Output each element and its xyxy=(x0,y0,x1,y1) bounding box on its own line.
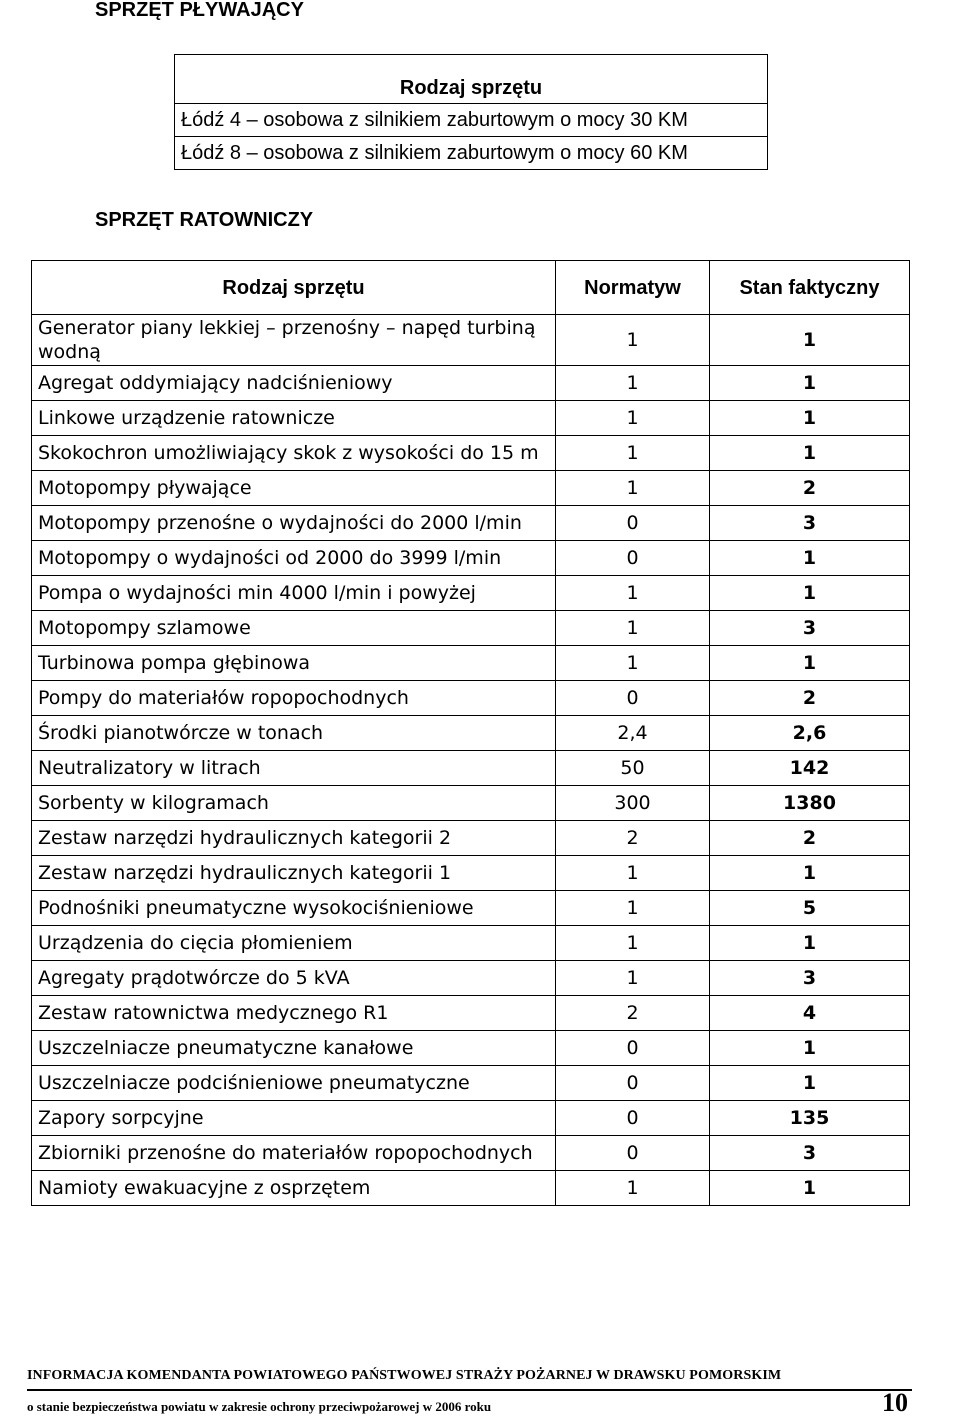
equipment-name: Sorbenty w kilogramach xyxy=(32,786,556,821)
table-row xyxy=(32,856,910,891)
actual-value: 5 xyxy=(710,891,910,926)
actual-value: 1 xyxy=(710,926,910,961)
table-row xyxy=(32,716,910,751)
actual-value: 2,6 xyxy=(710,716,910,751)
actual-value: 1 xyxy=(710,366,910,401)
rescue-equipment-rows xyxy=(32,315,910,1206)
norm-value: 1 xyxy=(556,961,710,996)
norm-value: 0 xyxy=(556,541,710,576)
equipment-name: Motopompy pływające xyxy=(32,471,556,506)
actual-value: 1 xyxy=(710,856,910,891)
section-title-rescue-equipment: SPRZĘT RATOWNICZY xyxy=(95,209,314,231)
table-row xyxy=(32,1031,910,1066)
footer-title: INFORMACJA KOMENDANTA POWIATOWEGO PAŃSTWOWEJ STRAŻY POŻARNEJ W DRAWSKU POMORSKIM xyxy=(27,1368,782,1383)
table-row xyxy=(32,961,910,996)
norm-value: 0 xyxy=(556,1101,710,1136)
table-row xyxy=(32,366,910,401)
norm-value: 1 xyxy=(556,926,710,961)
equipment-name: Turbinowa pompa głębinowa xyxy=(32,646,556,681)
floating-equipment-table xyxy=(174,54,768,170)
norm-value: 2 xyxy=(556,996,710,1031)
norm-value: 1 xyxy=(556,646,710,681)
table-row: Łódź 4 – osobowa z silnikiem zaburtowym o mocy 30 KM xyxy=(175,104,768,137)
norm-value: 1 xyxy=(556,436,710,471)
section-title-floating-equipment: SPRZĘT PŁYWAJĄCY xyxy=(95,0,304,21)
norm-value: 1 xyxy=(556,366,710,401)
equipment-name: Motopompy o wydajności od 2000 do 3999 l/min xyxy=(32,541,556,576)
norm-value: 1 xyxy=(556,401,710,436)
table-row xyxy=(32,611,910,646)
norm-value: 1 xyxy=(556,315,710,366)
table-row xyxy=(32,786,910,821)
actual-value: 142 xyxy=(710,751,910,786)
equipment-name: Pompa o wydajności min 4000 l/min i powyżej xyxy=(32,576,556,611)
equipment-name: Motopompy szlamowe xyxy=(32,611,556,646)
table-row xyxy=(32,996,910,1031)
equipment-name: Agregat oddymiający nadciśnieniowy xyxy=(32,366,556,401)
actual-value: 2 xyxy=(710,471,910,506)
norm-value: 1 xyxy=(556,856,710,891)
table-row xyxy=(32,401,910,436)
norm-value: 2 xyxy=(556,821,710,856)
actual-value: 1 xyxy=(710,436,910,471)
equipment-name: Podnośniki pneumatyczne wysokociśnieniowe xyxy=(32,891,556,926)
norm-value: 300 xyxy=(556,786,710,821)
actual-value: 3 xyxy=(710,961,910,996)
norm-value: 0 xyxy=(556,681,710,716)
equipment-name: Zestaw narzędzi hydraulicznych kategorii 2 xyxy=(32,821,556,856)
equipment-name: Zapory sorpcyjne xyxy=(32,1101,556,1136)
actual-value: 3 xyxy=(710,1136,910,1171)
table-row xyxy=(32,681,910,716)
equipment-name: Zestaw ratownictwa medycznego R1 xyxy=(32,996,556,1031)
header-norm: Normatyw xyxy=(556,261,710,315)
actual-value: 1 xyxy=(710,646,910,681)
table-row xyxy=(32,1171,910,1206)
actual-value: 1 xyxy=(710,1171,910,1206)
footer-subtitle: o stanie bezpieczeństwa powiatu w zakresie ochrony przeciwpożarowej w 2006 roku xyxy=(27,1399,492,1414)
table-row xyxy=(32,436,910,471)
actual-value: 4 xyxy=(710,996,910,1031)
actual-value: 1 xyxy=(710,315,910,366)
equipment-name: Środki pianotwórcze w tonach xyxy=(32,716,556,751)
actual-value: 1 xyxy=(710,1031,910,1066)
norm-value: 0 xyxy=(556,1066,710,1101)
norm-value: 1 xyxy=(556,611,710,646)
norm-value: 0 xyxy=(556,1031,710,1066)
actual-value: 2 xyxy=(710,681,910,716)
norm-value: 0 xyxy=(556,506,710,541)
equipment-name: Motopompy przenośne o wydajności do 2000 l/min xyxy=(32,506,556,541)
table-row xyxy=(32,1066,910,1101)
table-row: Łódź 8 – osobowa z silnikiem zaburtowym o mocy 60 KM xyxy=(175,137,768,170)
table-row xyxy=(32,646,910,681)
norm-value: 1 xyxy=(556,576,710,611)
page-number: 10 xyxy=(882,1388,908,1417)
norm-value: 50 xyxy=(556,751,710,786)
table-header-equipment-type: Rodzaj sprzętu xyxy=(175,55,768,104)
header-equipment-type: Rodzaj sprzętu xyxy=(32,261,556,315)
equipment-name: Uszczelniacze podciśnieniowe pneumatyczne xyxy=(32,1066,556,1101)
actual-value: 1 xyxy=(710,1066,910,1101)
equipment-name: Uszczelniacze pneumatyczne kanałowe xyxy=(32,1031,556,1066)
norm-value: 1 xyxy=(556,471,710,506)
actual-value: 3 xyxy=(710,611,910,646)
norm-value: 1 xyxy=(556,1171,710,1206)
table-row xyxy=(32,315,910,366)
norm-value: 1 xyxy=(556,891,710,926)
header-actual-state: Stan faktyczny xyxy=(710,261,910,315)
actual-value: 1380 xyxy=(710,786,910,821)
rescue-equipment-table xyxy=(31,260,910,1206)
equipment-name: Linkowe urządzenie ratownicze xyxy=(32,401,556,436)
table-row xyxy=(32,891,910,926)
equipment-name: Agregaty prądotwórcze do 5 kVA xyxy=(32,961,556,996)
actual-value: 1 xyxy=(710,401,910,436)
actual-value: 1 xyxy=(710,541,910,576)
equipment-name: Skokochron umożliwiający skok z wysokości do 15 m xyxy=(32,436,556,471)
actual-value: 1 xyxy=(710,576,910,611)
table-row xyxy=(32,506,910,541)
norm-value: 2,4 xyxy=(556,716,710,751)
equipment-name: Urządzenia do cięcia płomieniem xyxy=(32,926,556,961)
table-row xyxy=(32,1101,910,1136)
table-row xyxy=(32,576,910,611)
equipment-name: Namioty ewakuacyjne z osprzętem xyxy=(32,1171,556,1206)
equipment-name: Zbiorniki przenośne do materiałów ropopochodnych xyxy=(32,1136,556,1171)
table-row xyxy=(32,1136,910,1171)
table-row xyxy=(32,471,910,506)
norm-value: 0 xyxy=(556,1136,710,1171)
footer-divider xyxy=(27,1389,912,1391)
actual-value: 2 xyxy=(710,821,910,856)
table-row xyxy=(32,541,910,576)
equipment-name: Zestaw narzędzi hydraulicznych kategorii 1 xyxy=(32,856,556,891)
equipment-name: Neutralizatory w litrach xyxy=(32,751,556,786)
table-row xyxy=(32,751,910,786)
actual-value: 135 xyxy=(710,1101,910,1136)
table-row xyxy=(32,926,910,961)
table-row xyxy=(32,821,910,856)
equipment-name: Pompy do materiałów ropopochodnych xyxy=(32,681,556,716)
equipment-name: Generator piany lekkiej – przenośny – napęd turbiną wodną xyxy=(32,315,556,366)
actual-value: 3 xyxy=(710,506,910,541)
